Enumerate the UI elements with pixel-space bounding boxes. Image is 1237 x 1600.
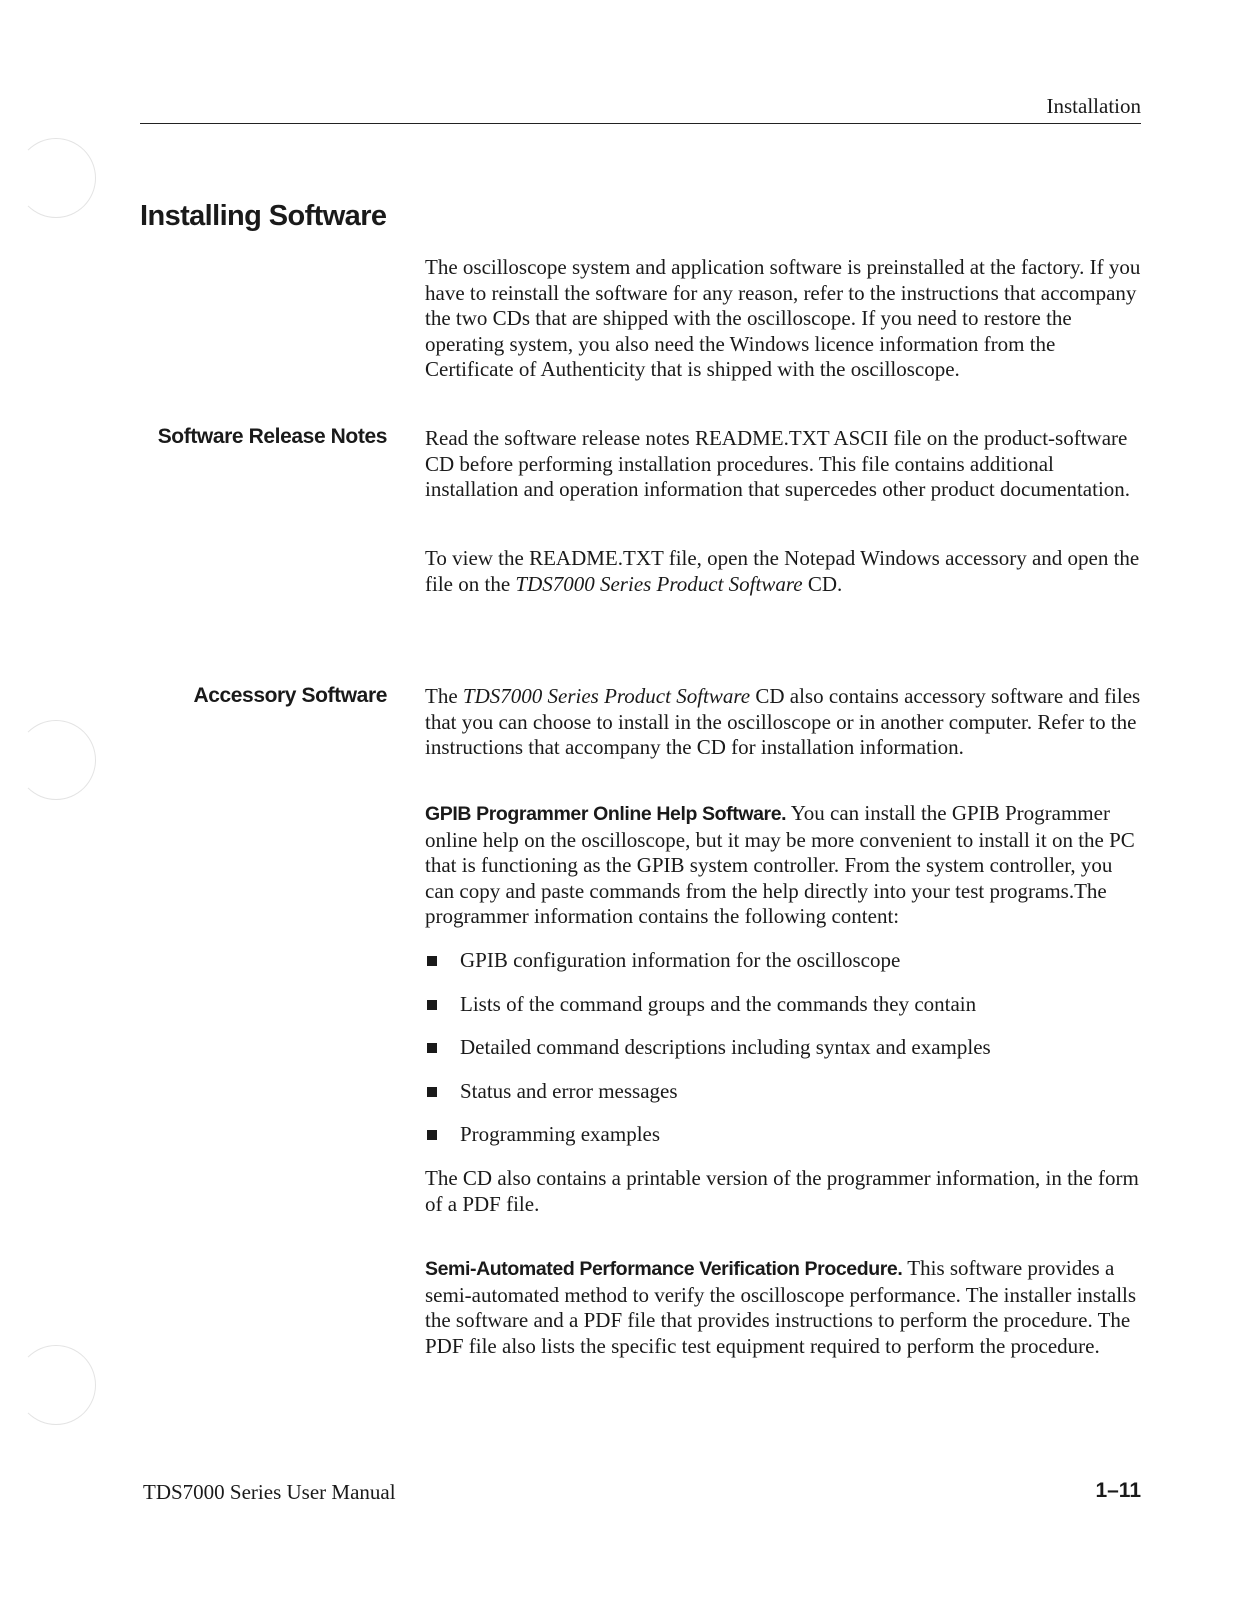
gpib-content-list	[425, 948, 1141, 1166]
list-item	[425, 948, 1141, 992]
pdf-version-paragraph: The CD also contains a printable version of the programmer information, in the form of a PDF file.	[425, 1166, 1139, 1216]
list-item-text: Detailed command descriptions including syntax and examples	[460, 1035, 991, 1060]
accessory-text-end: CD also contains accessory software and files that you can choose to install in the oscilloscope or in another computer. Refer to the instructions that accompany the CD for installation information.	[425, 684, 1141, 760]
accessory-text: The	[425, 684, 463, 708]
running-header: Installation	[1046, 94, 1141, 118]
square-bullet-icon	[427, 1000, 437, 1010]
product-software-title: TDS7000 Series Product Software	[515, 571, 803, 596]
release-notes-paragraph: Read the software release notes README.TXT ASCII file on the product-software CD before performing installation procedures. This file contains additional installation and operation information that supercedes other product documentation.	[425, 426, 1131, 502]
gpib-text: You can install the GPIB Programmer online help on the oscilloscope, but it may be more convenient to install it on the PC that is functioning as the GPIB system controller. From the system controller, you can copy and paste commands from the help directly into your test programs.The programmer information contains the following content:	[425, 801, 1135, 929]
list-item-text: Programming examples	[460, 1122, 661, 1147]
square-bullet-icon	[427, 1130, 437, 1140]
spv-paragraph	[425, 1256, 1141, 1359]
list-item-text: Status and error messages	[460, 1078, 678, 1103]
accessory-heading: Accessory Software	[193, 684, 387, 707]
readme-view-text-end: CD.	[802, 571, 843, 596]
spv-text: This software provides a semi-automated method to verify the oscilloscope performance. The installer installs the software and a PDF file that provides instructions to perform the procedure. The PDF file also lists the specific test equipment required to perform the procedure.	[425, 1256, 1137, 1358]
accessory-paragraph	[425, 684, 1141, 761]
square-bullet-icon	[427, 1087, 437, 1097]
list-item	[425, 992, 1141, 1036]
product-software-title: TDS7000 Series Product Software	[462, 684, 751, 708]
list-item-text: Lists of the command groups and the commands they contain	[460, 991, 977, 1016]
spv-run-in-heading: Semi-Automated Performance Verification Procedure.	[425, 1258, 903, 1280]
gpib-run-in-heading: GPIB Programmer Online Help Software.	[425, 803, 787, 825]
release-notes-heading: Software Release Notes	[157, 425, 387, 448]
list-item	[425, 1122, 1141, 1166]
readme-view-paragraph	[425, 546, 1141, 597]
intro-paragraph: The oscilloscope system and application software is preinstalled at the factory. If you have to reinstall the software for any reason, refer to the instructions that accompany the two CDs that are shipped with the oscilloscope. If you need to restore the operating system, you also need the Windows licence information from the Certificate of Authenticity that is shipped with the oscilloscope.	[425, 255, 1141, 382]
readme-view-text: To view the README.TXT file, open the Notepad Windows accessory and open the file on the	[425, 546, 1140, 596]
page-number: 1–11	[1095, 1479, 1141, 1502]
manual-title: TDS7000 Series User Manual	[143, 1480, 396, 1504]
page-title: Installing Software	[140, 200, 387, 232]
list-item-text: GPIB configuration information for the oscilloscope	[460, 948, 901, 972]
punch-hole-bottom	[16, 1345, 96, 1425]
square-bullet-icon	[427, 1043, 437, 1053]
list-item	[425, 1079, 1141, 1123]
punch-hole-top	[16, 138, 96, 218]
header-rule	[140, 123, 1141, 124]
punch-hole-middle	[16, 720, 96, 800]
gpib-paragraph	[425, 801, 1141, 930]
square-bullet-icon	[427, 956, 437, 966]
list-item	[425, 1035, 1141, 1079]
